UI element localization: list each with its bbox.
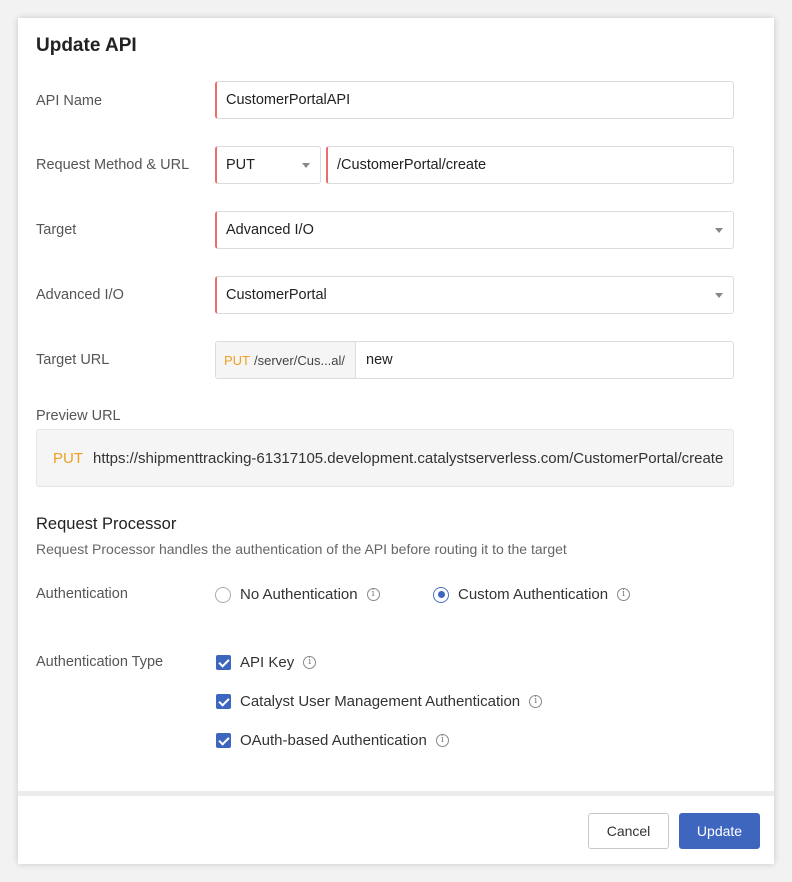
- target-url-value: new: [366, 352, 393, 368]
- info-icon[interactable]: i: [436, 734, 449, 747]
- advanced-io-select[interactable]: [215, 276, 734, 314]
- api-name-label: API Name: [36, 93, 103, 109]
- checkbox-checked-icon[interactable]: [216, 733, 231, 748]
- request-method-value: PUT: [226, 157, 255, 173]
- request-method-url-label: Request Method & URL: [36, 157, 190, 173]
- preview-url-method: PUT: [53, 449, 83, 467]
- target-label: Target: [36, 222, 77, 238]
- target-url-path: /server/Cus...al/: [254, 352, 346, 368]
- no-authentication-radio[interactable]: [215, 586, 380, 603]
- info-icon[interactable]: i: [367, 588, 380, 601]
- request-url-input[interactable]: [326, 146, 734, 184]
- target-value: Advanced I/O: [226, 222, 314, 238]
- info-icon[interactable]: i: [303, 656, 316, 669]
- target-url-prefix: [216, 342, 356, 378]
- catalyst-user-management-checkbox[interactable]: [216, 693, 542, 710]
- request-processor-description: Request Processor handles the authentication of the API before routing it to the target: [36, 541, 567, 557]
- no-authentication-label: No Authentication: [240, 586, 358, 603]
- authentication-type-label: Authentication Type: [36, 654, 164, 670]
- target-url-group: [215, 341, 734, 379]
- api-name-input[interactable]: [215, 81, 734, 119]
- target-url-input[interactable]: [356, 342, 733, 378]
- api-key-label: API Key: [240, 654, 295, 671]
- caret-down-icon: [715, 293, 723, 298]
- target-url-method: PUT: [224, 352, 250, 368]
- checkbox-checked-icon[interactable]: [216, 655, 231, 670]
- custom-authentication-label: Custom Authentication: [458, 586, 609, 603]
- request-processor-title: Request Processor: [36, 515, 177, 533]
- cancel-button[interactable]: Cancel: [588, 813, 669, 849]
- dialog-title: Update API: [36, 35, 137, 56]
- advanced-io-label: Advanced I/O: [36, 287, 124, 303]
- update-api-dialog: [18, 18, 774, 864]
- request-method-select[interactable]: [215, 146, 321, 184]
- caret-down-icon: [715, 228, 723, 233]
- preview-url-label: Preview URL: [36, 408, 121, 424]
- api-name-value: CustomerPortalAPI: [226, 92, 351, 108]
- target-url-label: Target URL: [36, 352, 110, 368]
- advanced-io-value: CustomerPortal: [226, 287, 327, 303]
- footer-divider: [18, 791, 774, 796]
- authentication-label: Authentication: [36, 586, 128, 602]
- radio-unselected[interactable]: [215, 587, 231, 603]
- target-select[interactable]: [215, 211, 734, 249]
- oauth-authentication-checkbox[interactable]: [216, 732, 449, 749]
- catalyst-user-management-label: Catalyst User Management Authentication: [240, 693, 521, 710]
- info-icon[interactable]: i: [529, 695, 542, 708]
- preview-url-box: [36, 429, 734, 487]
- api-key-checkbox[interactable]: [216, 654, 316, 671]
- update-button[interactable]: Update: [679, 813, 760, 849]
- oauth-authentication-label: OAuth-based Authentication: [240, 732, 427, 749]
- caret-down-icon: [302, 163, 310, 168]
- info-icon[interactable]: i: [617, 588, 630, 601]
- checkbox-checked-icon[interactable]: [216, 694, 231, 709]
- preview-url-value: https://shipmenttracking-61317105.development.catalystserverless.com/CustomerPortal/create: [93, 449, 724, 467]
- custom-authentication-radio[interactable]: [433, 586, 630, 603]
- request-url-value: /CustomerPortal/create: [337, 157, 487, 173]
- radio-selected[interactable]: [433, 587, 449, 603]
